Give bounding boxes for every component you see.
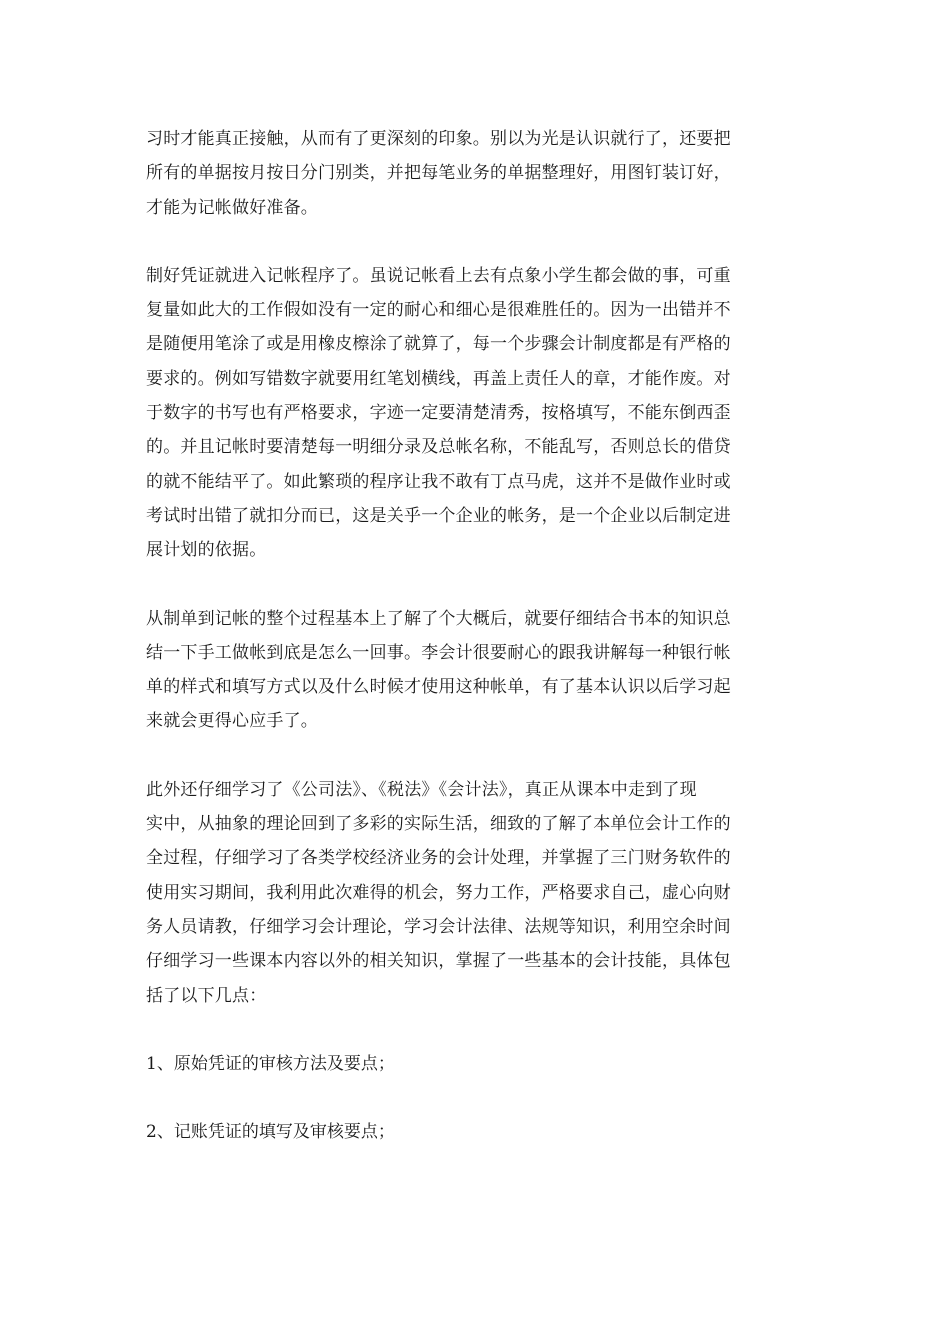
text-line: 使用实习期间，我利用此次难得的机会，努力工作，严格要求自己，虚心向财 (146, 882, 731, 903)
text-line: 括了以下几点： (146, 985, 267, 1006)
text-line: 复量如此大的工作假如没有一定的耐心和细心是很难胜任的。因为一出错并不 (146, 300, 731, 321)
text-line: 全过程，仔细学习了各类学校经济业务的会计处理，并掌握了三门财务软件的 (146, 848, 731, 869)
text-line: 的就不能结平了。如此繁琐的程序让我不敢有丁点马虎，这并不是做作业时或 (146, 471, 731, 492)
text-line: 才能为记帐做好准备。 (146, 197, 318, 218)
text-line: 制好凭证就进入记帐程序了。虽说记帐看上去有点象小学生都会做的事，可重 (146, 265, 731, 286)
text-line: 要求的。例如写错数字就要用红笔划横线，再盖上责任人的章，才能作废。对 (146, 368, 731, 389)
list-item: 1、原始凭证的审核方法及要点； (146, 1053, 395, 1074)
text-line: 习时才能真正接触，从而有了更深刻的印象。别以为光是认识就行了，还要把 (146, 129, 731, 149)
text-line: 是随便用笔涂了或是用橡皮檫涂了就算了，每一个步骤会计制度都是有严格的 (146, 334, 731, 355)
paragraph (146, 602, 808, 739)
text-line: 单的样式和填写方式以及什么时候才使用这种帐单，有了基本认识以后学习起 (146, 677, 731, 698)
text-line: 展计划的依据。 (146, 540, 267, 561)
text-line: 务人员请教，仔细学习会计理论，学习会计法律、法规等知识，利用空余时间 (146, 916, 731, 937)
text-line: 所有的单据按月按日分门别类，并把每笔业务的单据整理好，用图钉装订好， (146, 163, 731, 184)
text-line: 于数字的书写也有严格要求，字迹一定要清楚清秀，按格填写，不能东倒西歪 (146, 403, 731, 424)
text-line: 结一下手工做帐到底是怎么一回事。李会计很要耐心的跟我讲解每一种银行帐 (146, 642, 731, 663)
list-item: 2、记账凭证的填写及审核要点； (146, 1121, 395, 1142)
text-line: 考试时出错了就扣分而已，这是关乎一个企业的帐务，是一个企业以后制定进 (146, 505, 731, 526)
text-line: 从制单到记帐的整个过程基本上了解了个大概后，就要仔细结合书本的知识总 (146, 608, 731, 629)
document-body (146, 122, 808, 1183)
text-line: 的。并且记帐时要清楚每一明细分录及总帐名称，不能乱写，否则总长的借贷 (146, 437, 731, 458)
text-line: 此外还仔细学习了《公司法》、《税法》《会计法》，真正从课本中走到了现 (146, 779, 697, 800)
paragraph (146, 259, 808, 568)
text-line: 来就会更得心应手了。 (146, 711, 318, 732)
text-line: 实中，从抽象的理论回到了多彩的实际生活，细致的了解了本单位会计工作的 (146, 814, 731, 835)
paragraph (146, 122, 808, 225)
paragraph (146, 773, 808, 1013)
text-line: 仔细学习一些课本内容以外的相关知识，掌握了一些基本的会计技能，具体包 (146, 951, 731, 972)
